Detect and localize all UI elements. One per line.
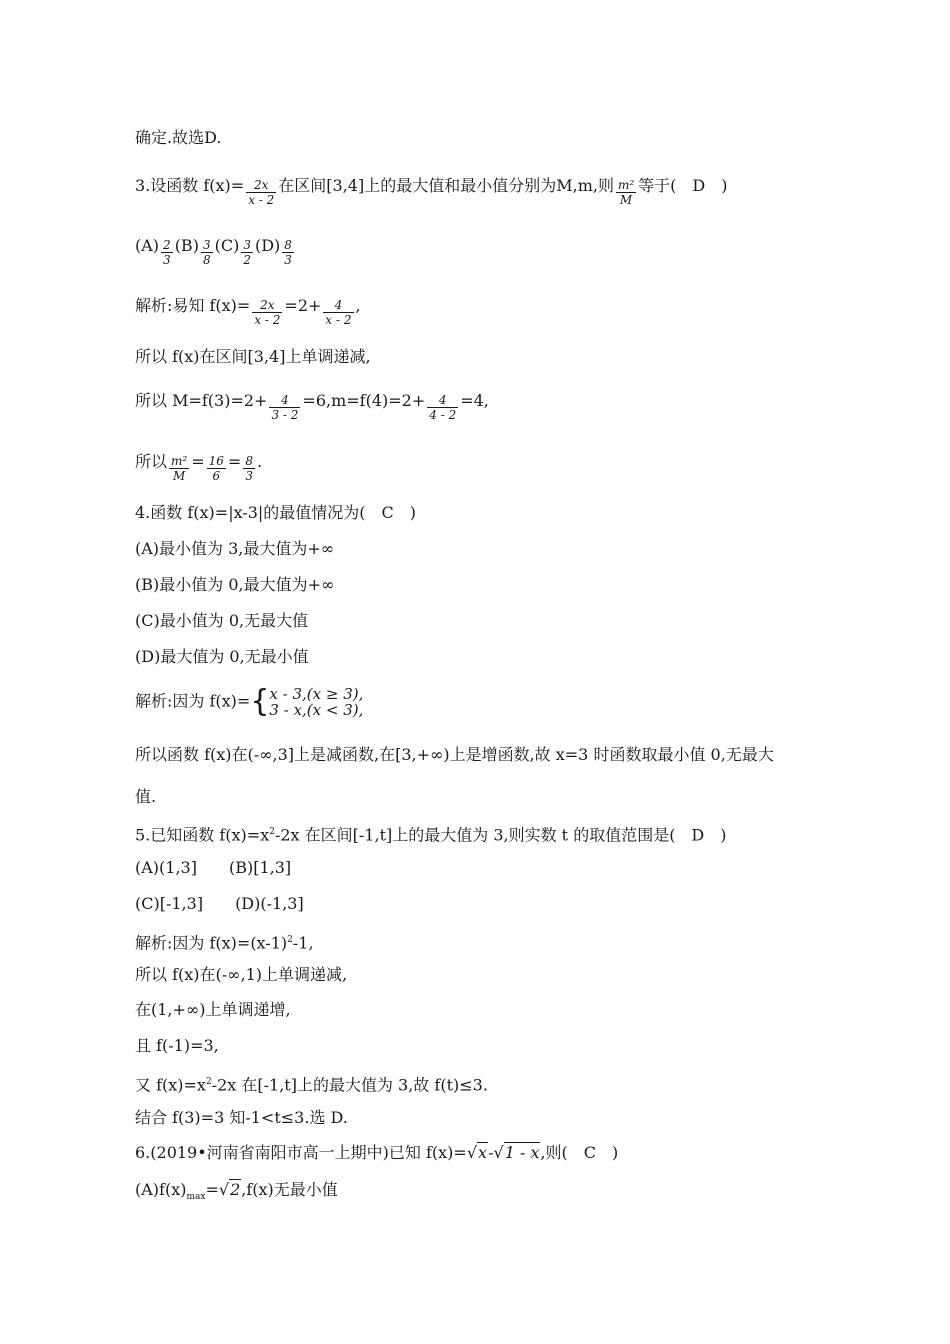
solution-3-line-3: 所以 M=f(3)=2+ $\frac{4}{3 - 2}$ =6,m=f(4)=2+ $\frac{4}{4 - 2}$ =4, [135, 391, 489, 422]
question-4: 4.函数 f(x)=|x-3|的最值情况为( C ) [135, 503, 417, 522]
solution-5-line-1: 解析:因为 $f(x)=(x-1)^2-1$, [135, 933, 314, 953]
question-6: 6.(2019•河南省南阳市高一上期中)已知 f(x)=√x-√1 - x,则( C ) [135, 1143, 619, 1162]
solution-5-line-5: 又 $f(x)=x^2-2x$ 在[-1,t]上的最大值为 3,故 f(t)≤3. [135, 1075, 488, 1095]
option-b: (B)最小值为 0,最大值为+∞ [135, 575, 335, 594]
solution-4-line-1: 解析:因为 f(x)={ x - 3,(x ≥ 3), 3 - x,(x < 3), [135, 684, 364, 719]
option-a: (A)最小值为 3,最大值为+∞ [135, 539, 335, 558]
solution-5-line-4: 且 f(-1)=3, [135, 1036, 219, 1055]
solution-3-line-1: 解析:易知 f(x)= $\frac{2x}{x - 2}$ =2+ $\frac{4}{x - 2}$ , [135, 296, 361, 327]
fraction: $\frac{2x}{x - 2}$ [248, 178, 275, 207]
solution-5-line-6: 结合 f(3)=3 知-1<t≤3.选 D. [135, 1108, 348, 1127]
option-d: (D)最大值为 0,无最小值 [135, 647, 309, 666]
solution-5-line-2: 所以 f(x)在(-∞,1)上单调递减, [135, 965, 348, 984]
solution-4-line-3: 值. [135, 787, 157, 806]
question-3: 3.设函数 f(x)= $\frac{2x}{x - 2}$ 在区间[3,4]上的最大值和最小值分别为M,m,则 $\frac{\text{m²}}{M}$ 等于( D ) [135, 176, 728, 207]
fraction: $\frac{\text{m²}}{M}$ [617, 178, 635, 207]
solution-3-line-4: 所以 $\frac{\text{m²}}{M}$ = $\frac{16}{6}$ = $\frac{8}{3}$ . [135, 452, 263, 483]
option-c: (C)最小值为 0,无最大值 [135, 611, 309, 630]
solution-4-line-2: 所以函数 f(x)在(-∞,3]上是减函数,在[3,+∞)上是增函数,故 x=3 时函数取最小值 0,无最大 [135, 745, 774, 764]
options-ab: (A)(1,3] (B)[1,3] [135, 858, 292, 877]
text-line: 确定.故选D. [135, 128, 222, 147]
solution-3-line-2: 所以 f(x)在区间[3,4]上单调递减, [135, 347, 371, 366]
option-a: $(A)f(x)_{max}=√2,f(x)$无最小值 [135, 1180, 338, 1203]
question-3-options: (A) $\frac{2}{3}$ (B) $\frac{3}{8}$ (C) $\frac{3}{2}$ (D) $\frac{8}{3}$ [135, 236, 292, 267]
question-5: 5.已知函数 $f(x)=x^2-2x$ 在区间[-1,t]上的最大值为 3,则实数 t 的取值范围是( D ) [135, 825, 727, 845]
solution-5-line-3: 在(1,+∞)上单调递增, [135, 1000, 291, 1019]
options-cd: (C)[-1,3] (D)(-1,3] [135, 894, 304, 913]
